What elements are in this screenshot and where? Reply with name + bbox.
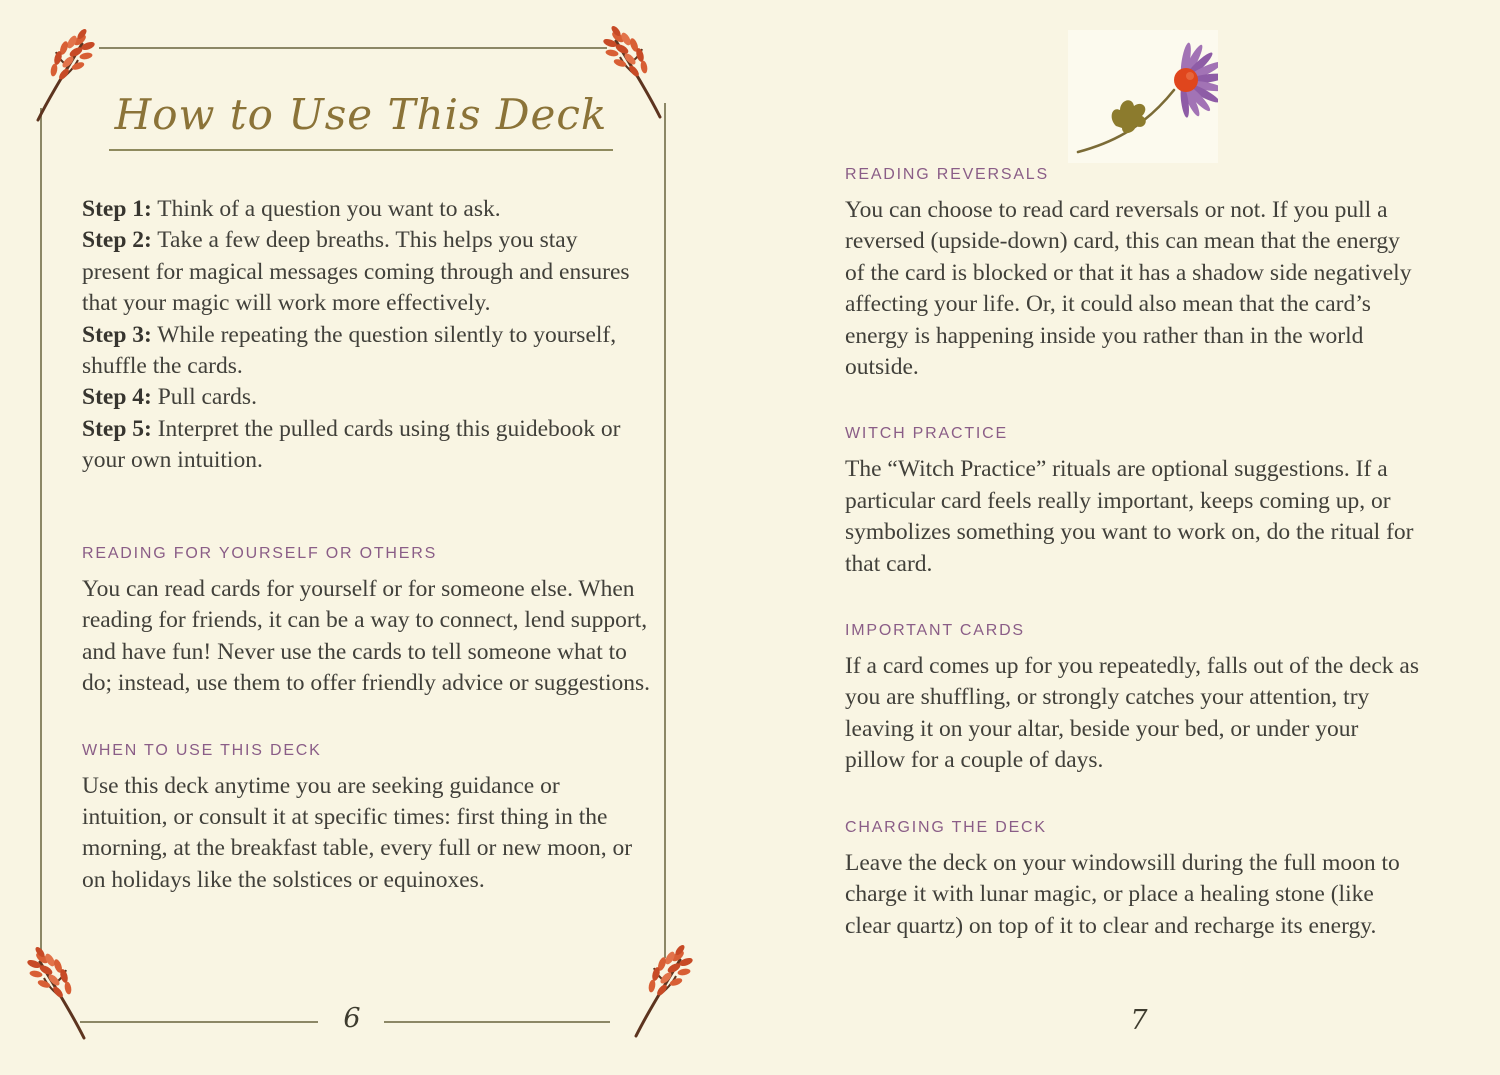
section-heading: WITCH PRACTICE xyxy=(845,425,1008,443)
section-body: You can read cards for yourself or for someone else. When reading for friends, it can be a way to connect, lend support, and have fun! Never use the cards to tell someone what to do; instead, use them to offer friendly advice or suggestions. xyxy=(82,576,651,697)
page-frame-top xyxy=(99,47,607,49)
section xyxy=(845,819,1423,942)
section-body: If a card comes up for you repeatedly, falls out of the deck as you are shuffling, or strongly catches your attention, try leaving it on your altar, beside your bed, or under your pillow for a couple of days. xyxy=(845,653,1419,774)
step-text: While repeating the question silently to yourself, shuffle the cards. xyxy=(82,321,617,380)
coneflower-icon xyxy=(1068,30,1218,163)
section-heading: CHARGING THE DECK xyxy=(845,818,1047,836)
page-number-rule-right xyxy=(384,1021,610,1023)
page-number: 6 xyxy=(343,1003,361,1034)
page-number-rule-left xyxy=(80,1021,318,1023)
step-label: Step 4: xyxy=(82,384,152,411)
botanical-sprig-icon xyxy=(22,946,92,1041)
section xyxy=(82,742,650,897)
page-frame-left xyxy=(40,108,42,964)
step-label: Step 3: xyxy=(82,321,152,348)
step-text: Interpret the pulled cards using this guidebook or your own intuition. xyxy=(82,415,621,474)
step-item xyxy=(82,194,650,225)
step-label: Step 1: xyxy=(82,196,152,222)
step-item xyxy=(82,414,650,477)
step-item xyxy=(82,225,650,319)
step-label: Step 5: xyxy=(82,415,152,442)
step-text: Think of a question you want to ask. xyxy=(151,196,501,222)
step-text: Pull cards. xyxy=(151,384,257,411)
steps-list xyxy=(82,194,650,477)
section-heading: IMPORTANT CARDS xyxy=(845,622,1025,640)
section-body: You can choose to read card reversals or not. If you pull a reversed (upside-down) card, this can mean that the energy of the card is blocked or that it has a shadow side negatively affecting your life. Or, it could also mean that the card’s energy is happening inside you rather than in the world outside. xyxy=(845,197,1412,381)
section-heading: WHEN TO USE THIS DECK xyxy=(82,741,322,759)
step-label: Step 2: xyxy=(82,227,152,254)
step-item xyxy=(82,382,650,413)
botanical-sprig-icon xyxy=(628,944,698,1039)
step-item xyxy=(82,320,650,383)
page-title: How to Use This Deck xyxy=(109,90,614,151)
section xyxy=(82,545,650,700)
page-frame-right xyxy=(664,103,666,958)
flower-box xyxy=(1068,30,1218,163)
section-heading: READING REVERSALS xyxy=(845,166,1049,183)
section-body: Use this deck anytime you are seeking guidance or intuition, or consult it at specific times: first thing in the morning, at the breakfast table, every full or new moon, or on holidays like the solstices or equinoxes. xyxy=(82,772,633,893)
step-text: Take a few deep breaths. This helps you stay present for magical messages coming through and ensures that your magic will work more effectively. xyxy=(82,227,630,317)
section-heading: READING FOR YOURSELF OR OTHERS xyxy=(82,545,438,562)
left-sections xyxy=(82,545,650,938)
page-number: 7 xyxy=(1130,1005,1148,1036)
section xyxy=(845,166,1423,383)
section xyxy=(845,425,1423,580)
section-body: The “Witch Practice” rituals are optional suggestions. If a particular card feels really important, keeps coming up, or symbolizes something you want to work on, do the ritual for that card. xyxy=(845,456,1414,577)
right-sections xyxy=(845,166,1423,984)
section-body: Leave the deck on your windowsill during the full moon to charge it with lunar magic, or place a healing stone (like clear quartz) on top of it to clear and recharge its energy. xyxy=(845,849,1400,939)
section xyxy=(845,622,1423,777)
